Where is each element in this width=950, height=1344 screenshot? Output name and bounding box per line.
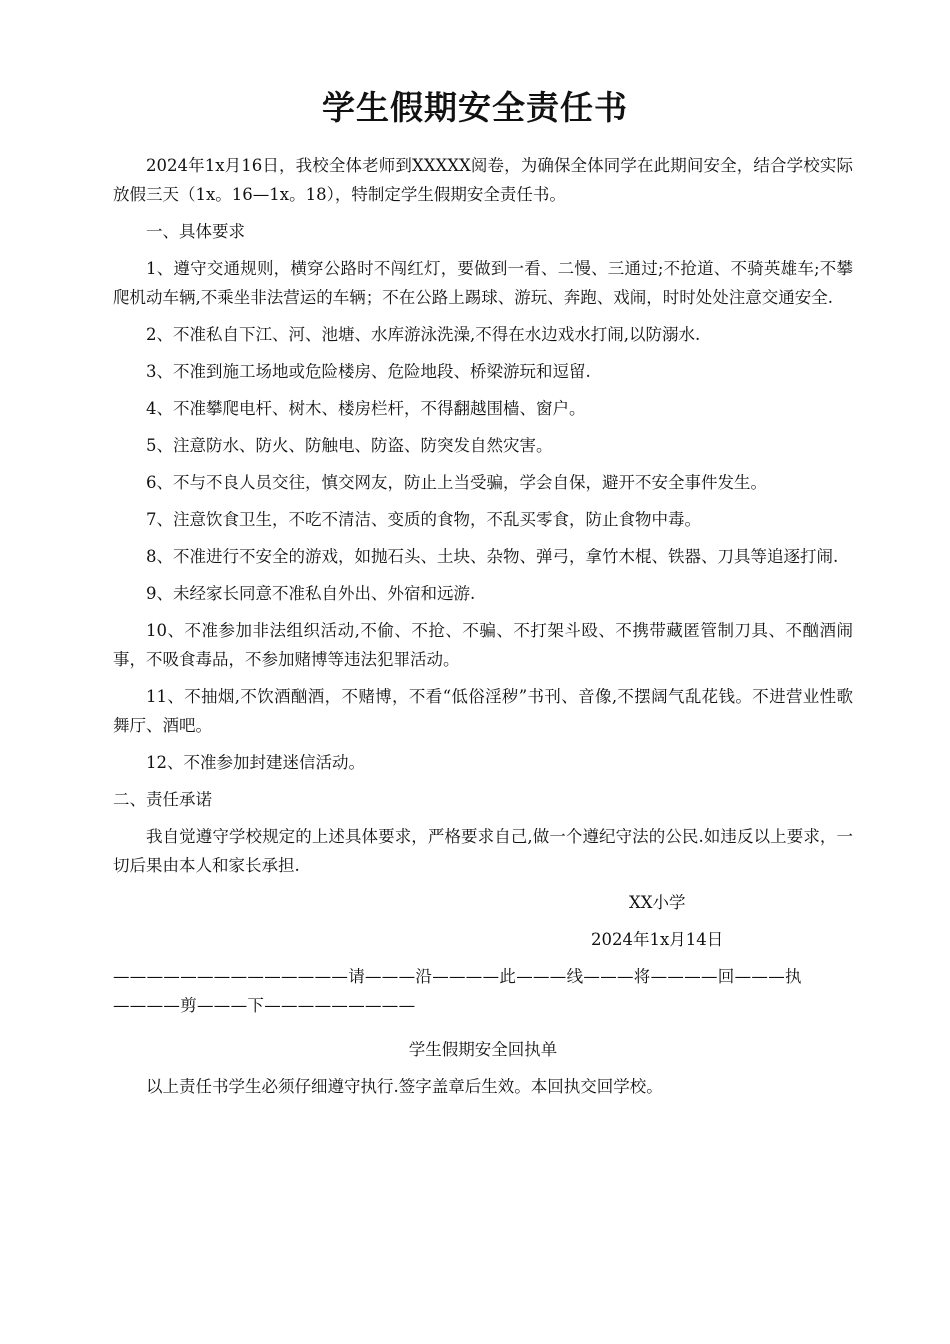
requirement-item-8: 8、不准进行不安全的游戏，如抛石头、土块、杂物、弹弓，拿竹木棍、铁器、刀具等追逐打闹. bbox=[146, 547, 839, 566]
section-heading-commitment: 二、责任承诺 bbox=[113, 790, 212, 809]
requirement-item-2: 2、不准私自下江、河、池塘、水库游泳洗澡,不得在水边戏水打闹,以防溺水. bbox=[146, 325, 701, 344]
requirement-item-7: 7、注意饮食卫生，不吃不清洁、变质的食物，不乱买零食，防止食物中毒。 bbox=[146, 510, 701, 529]
requirement-item-6: 6、不与不良人员交往，慎交网友，防止上当受骗，学会自保，避开不安全事件发生。 bbox=[146, 473, 767, 492]
requirement-item-12: 12、不准参加封建迷信活动。 bbox=[146, 753, 365, 772]
cut-line: ——————————————请———沿————此———线———将————回———执————剪———下————————— bbox=[113, 967, 802, 1015]
requirement-item-9: 9、未经家长同意不准私自外出、外宿和远游. bbox=[146, 584, 476, 603]
requirement-item-4: 4、不准攀爬电杆、树木、楼房栏杆，不得翻越围樯、窗户。 bbox=[146, 399, 586, 418]
document-body bbox=[113, 151, 853, 1109]
section-heading-requirements: 一、具体要求 bbox=[146, 222, 245, 241]
commitment-paragraph: 我自觉遵守学校规定的上述具体要求，严格要求自己,做一个遵纪守法的公民.如违反以上要求，一切后果由本人和家长承担. bbox=[113, 827, 853, 875]
school-signature: XX小学 bbox=[629, 893, 686, 912]
requirement-item-11: 11、不抽烟,不饮酒酗酒，不赌博，不看“低俗淫秽”书刊、音像,不摆阔气乱花钱。不进营业性歌舞厅、酒吧。 bbox=[113, 687, 853, 735]
requirement-item-5: 5、注意防水、防火、防触电、防盗、防突发自然灾害。 bbox=[146, 436, 553, 455]
intro-paragraph: 2024年1x月16日，我校全体老师到XXXXX阅卷，为确保全体同学在此期间安全，结合学校实际放假三天（1x。16—1x。18），特制定学生假期安全责任书。 bbox=[113, 156, 853, 204]
document-title: 学生假期安全责任书 bbox=[322, 88, 628, 127]
receipt-title: 学生假期安全回执单 bbox=[408, 1040, 558, 1059]
receipt-text: 以上责任书学生必须仔细遵守执行.签字盖章后生效。本回执交回学校。 bbox=[146, 1077, 663, 1096]
requirement-item-1: 1、遵守交通规则，横穿公路时不闯红灯，要做到一看、二慢、三通过;不抢道、不骑英雄车;不攀爬机动车辆,不乘坐非法营运的车辆；不在公路上踢球、游玩、奔跑、戏闹，时时处处注意交通安全. bbox=[113, 259, 853, 307]
signature-date: 2024年1x月14日 bbox=[591, 930, 724, 949]
requirement-item-10: 10、不准参加非法组织活动,不偷、不抢、不骗、不打架斗殴、不携带藏匿管制刀具、不酗酒闹事，不吸食毒品，不参加赌博等违法犯罪活动。 bbox=[113, 621, 853, 669]
requirement-item-3: 3、不准到施工场地或危险楼房、危险地段、桥梁游玩和逗留. bbox=[146, 362, 591, 381]
